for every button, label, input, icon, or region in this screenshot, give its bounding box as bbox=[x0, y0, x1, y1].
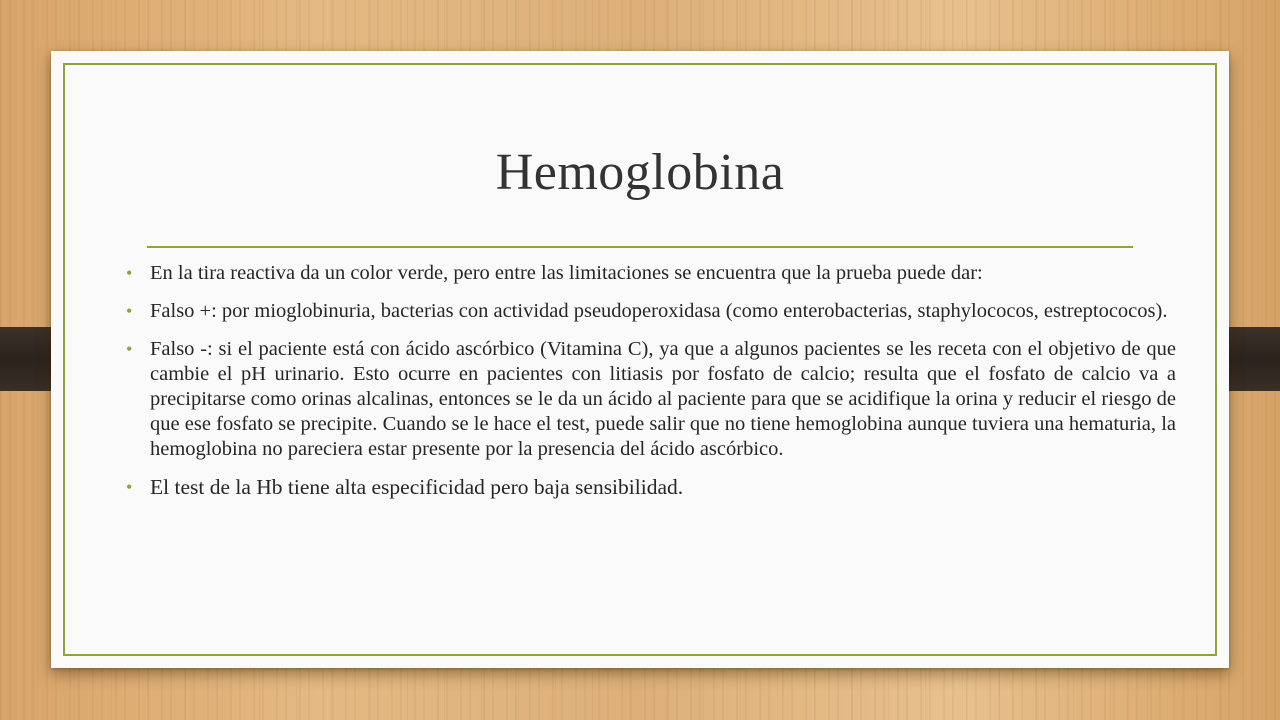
bullet-item bbox=[126, 475, 1176, 500]
bullet-text: El test de la Hb tiene alta especificidad pero baja sensibilidad. bbox=[150, 475, 684, 499]
bullet-text: En la tira reactiva da un color verde, pero entre las limitaciones se encuentra que la prueba puede dar: bbox=[150, 262, 983, 284]
bullet-dot-icon: • bbox=[126, 301, 133, 321]
slide-card bbox=[51, 51, 1229, 668]
slide-title: Hemoglobina bbox=[495, 144, 785, 201]
bullet-text: Falso -: si el paciente está con ácido ascórbico (Vitamina C), ya que a algunos pacientes se les receta con el objetivo de que cambie el pH urinario. Esto ocurre en pacientes con litiasis por fosfato de calcio; resulta que el fosfato de calcio va a precipitarse como orinas alcalinas, entonces se le da un ácido al paciente para que se acidifique la orina y reducir el riesgo de que ese fosfato se precipite. Cuando se le hace el test, puede salir que no tiene hemoglobina aunque tuviera una hematuria, la hemoglobina no pareciera estar presente por la presencia del ácido ascórbico. bbox=[150, 338, 1176, 460]
title-underline bbox=[147, 246, 1133, 248]
bullet-list bbox=[126, 261, 1176, 513]
bullet-text: Falso +: por mioglobinuria, bacterias con actividad pseudoperoxidasa (como enterobacterias, staphylococos, estreptococos). bbox=[150, 300, 1168, 322]
bullet-item bbox=[126, 299, 1176, 324]
bullet-dot-icon: • bbox=[126, 477, 133, 497]
bullet-item bbox=[126, 337, 1176, 462]
bullet-dot-icon: • bbox=[126, 263, 133, 283]
bullet-item bbox=[126, 261, 1176, 286]
bullet-dot-icon: • bbox=[126, 339, 133, 359]
